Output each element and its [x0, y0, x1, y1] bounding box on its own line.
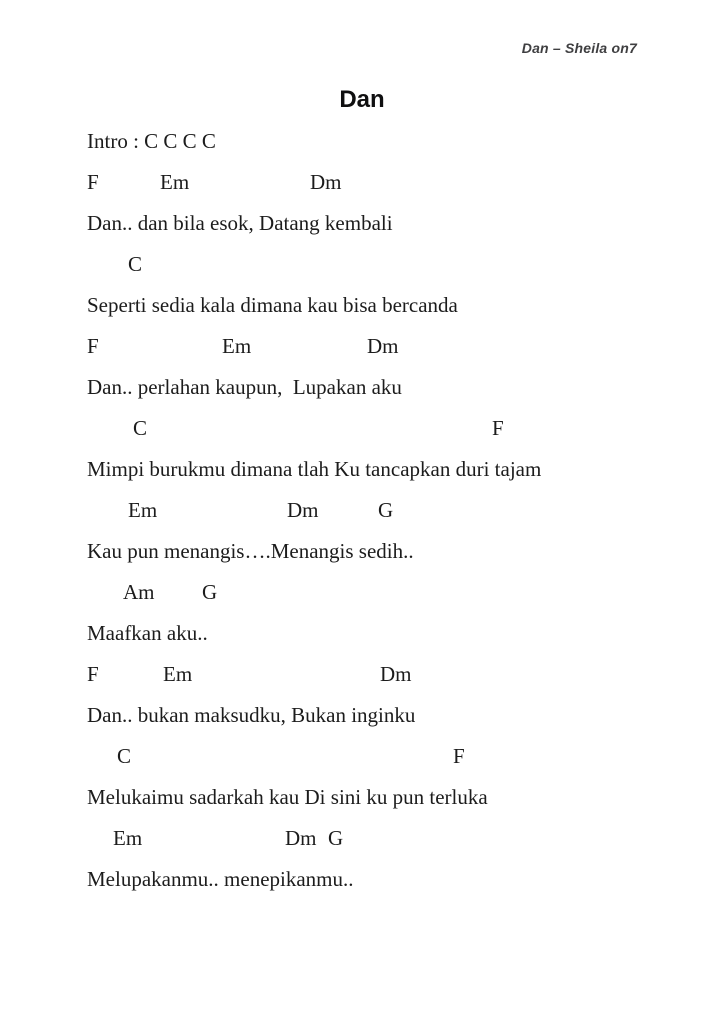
chord: F: [453, 744, 465, 768]
song-body: [0, 121, 724, 900]
chord: Dm: [380, 662, 412, 686]
chord-line: [0, 244, 724, 285]
chord: Em: [222, 334, 252, 358]
chord-line: [0, 490, 724, 531]
chord: Dm: [287, 498, 319, 522]
chord: Dm: [367, 334, 399, 358]
chord-line: [0, 572, 724, 613]
lyric-line: Maafkan aku..: [87, 621, 208, 645]
chord: Em: [128, 498, 158, 522]
chord: G: [378, 498, 394, 522]
song-title: Dan: [339, 86, 385, 113]
lyric-line: Seperti sedia kala dimana kau bisa bercanda: [87, 293, 458, 317]
chord: C: [133, 416, 148, 440]
chord-line: [0, 408, 724, 449]
chord: F: [87, 334, 99, 358]
chord: C: [128, 252, 143, 276]
chord: F: [87, 170, 99, 194]
chord-line: [0, 326, 724, 367]
chord: Am: [123, 580, 155, 604]
chord: Dm: [285, 826, 317, 850]
intro-line: Intro : C C C C: [87, 129, 216, 153]
lyric-line: Dan.. perlahan kaupun, Lupakan aku: [87, 375, 402, 399]
chord: C: [117, 744, 132, 768]
chord-line: [0, 654, 724, 695]
chord: G: [202, 580, 218, 604]
chord: Em: [113, 826, 143, 850]
chord: Dm: [310, 170, 342, 194]
chord: Em: [160, 170, 190, 194]
lyric-line: Melukaimu sadarkah kau Di sini ku pun terluka: [87, 785, 488, 809]
chord-line: [0, 162, 724, 203]
chord: Em: [163, 662, 193, 686]
lyric-line: Dan.. bukan maksudku, Bukan inginku: [87, 703, 416, 727]
chord: G: [328, 826, 344, 850]
chord-line: [0, 818, 724, 859]
lyric-line: Kau pun menangis….Menangis sedih..: [87, 539, 414, 563]
chord: F: [87, 662, 99, 686]
chord: F: [492, 416, 504, 440]
lyric-line: Mimpi burukmu dimana tlah Ku tancapkan duri tajam: [87, 457, 542, 481]
chord-line: [0, 736, 724, 777]
page-header: Dan – Sheila on7: [521, 40, 637, 56]
lyric-line: Melupakanmu.. menepikanmu..: [87, 867, 354, 891]
lyric-line: Dan.. dan bila esok, Datang kembali: [87, 211, 393, 235]
